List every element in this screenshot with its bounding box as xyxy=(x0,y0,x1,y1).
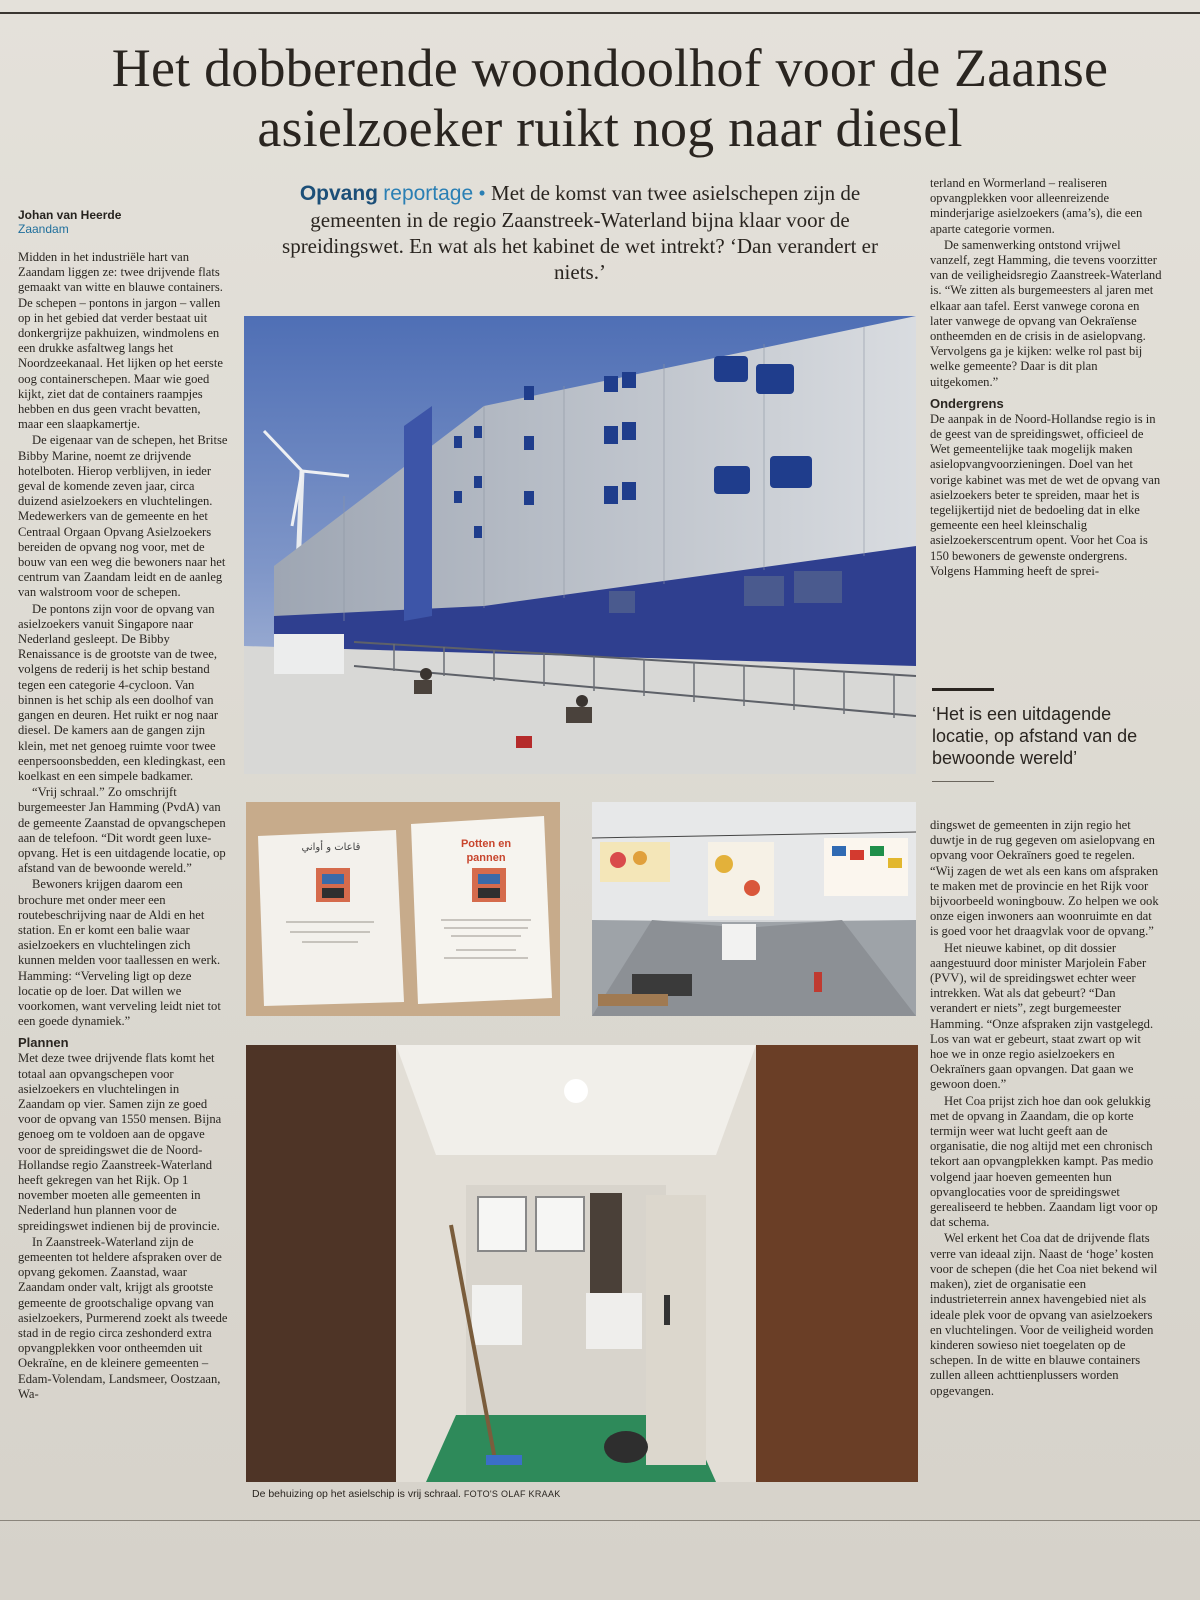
photo-asylum-ship xyxy=(244,316,916,774)
paragraph: De pontons zijn voor de opvang van asielzoekers vanuit Singapore naar Nederland gesleept. De Bibby Renaissance is de grootste van de twee, volgens de rederij is het schip bestand tegen een categorie 4-cycloon. Van binnen is het schip als een doolhof van gangen en deuren. Het ruikt er nog naar diesel. De kamers aan de gangen zijn klein, met net genoeg ruimte voor twee eenpersoonsbedden, een kledingkast, een koelkast en een simpele badkamer. xyxy=(18,601,226,783)
photo-caption xyxy=(252,1488,852,1501)
subheading-ondergrens: Ondergrens xyxy=(930,395,1004,411)
article-column-3-top xyxy=(930,176,1162,686)
paragraph: De samenwerking ontstond vrijwel vanzelf, zegt Hamming, die tevens voorzitter van de veiligheidsregio Zaanstreek-Waterland is. “We zitten als burgemeesters al jaren met elkaar aan tafel. Eerst vanwege corona en later vanwege de opvang van Oekraïense ontheemden en de crisis in de asielopvang. Vervolgens ga je kijken: welke rol past bij welke gemeente? Daar is dit plan uitgekomen.” xyxy=(930,237,1162,389)
section-kicker: Opvang xyxy=(299,182,379,205)
author-name: Johan van Heerde xyxy=(18,208,122,222)
photo-credit: FOTO'S OLAF KRAAK xyxy=(463,1489,561,1499)
brochure-title-line-2: pannen xyxy=(466,852,506,864)
article-column-1 xyxy=(18,250,228,1515)
paragraph: Het Coa prijst zich hoe dan ook gelukkig met de opvang in Zaandam, die op korte termijn weer wat lucht geeft aan de organisatie, die nog altijd met een chronisch tekort aan opvangplekken kampt. Pas medio volgend jaar hoeven gemeenten hun opvanglocaties voor de spreidingswet gerealiseerd te hebben. Zaandam ligt voor op dat schema. xyxy=(930,1093,1158,1230)
bullet-separator: • xyxy=(478,181,486,205)
photo-cabin-room xyxy=(246,1045,918,1482)
top-rule xyxy=(0,12,1200,14)
intro-lede xyxy=(280,180,880,285)
brochure-arabic-title: قاعات و أواني xyxy=(301,842,361,853)
brochure-title-line-1: Potten en xyxy=(460,838,512,850)
paragraph: Bewoners krijgen daarom een brochure met onder meer een routebeschrijving naar de Aldi en het station. En er komt een balie waar asielzoekers en vluchtelingen zich kunnen melden voor taallessen en werk. Hamming: “Verveling ligt op deze locatie op de loer. Dat willen we voorkomen, want verveling leidt niet tot een goede dynamiek.” xyxy=(18,877,221,1029)
paragraph: Wel erkent het Coa dat de drijvende flats verre van ideaal zijn. Naast de ‘hoge’ kosten voor de schepen (die het Coa niet bekend wil maken), ziet de organisatie een industrieterrein annex havengebied niet als ideale plek voor de opvang van asielzoekers en vluchtelingen. Voor de veiligheid worden kinderen sowieso niet toegelaten op de schepen. In de witte en blauwe containers zullen alleen achttienplussers worden opgevangen. xyxy=(930,1231,1158,1398)
paragraph: De aanpak in de Noord-Hollandse regio is in de geest van de spreidingswet, officieel de Wet gemeentelijke taak mogelijk maken asielopvangvoorzieningen. Doel van het vorige kabinet was met de wet de opvang van asielzoekers beter te spreiden, maar het is tegelijkertijd niet de bedoeling dat in elke gemeente een heel kleinschalig asielzoekerscentrum opent. Voor het Coa is 150 bewoners de gewenste ondergrens. Volgens Hamming heeft de sprei- xyxy=(930,411,1161,578)
byline xyxy=(18,208,238,236)
headline: Het dobberende woondoolhof voor de Zaanse asielzoeker ruikt nog naar diesel xyxy=(111,38,1109,158)
paragraph: Midden in het industriële hart van Zaandam liggen ze: twee drijvende flats gemaakt van witte en blauwe containers. De schepen – pontons in jargon – vallen op in het gebied dat verder bestaat uit donkergrijze pakhuizen, windmolens en een drukke asfaltweg langs het Noordzeekanaal. Het lijken op het eerste oog containerschepen. Maar wie goed kijkt, ziet dat de containers raampjes hebben en dus geen vracht bevatten, maar een slaapkamertje. xyxy=(18,250,223,432)
paragraph: Het nieuwe kabinet, op dit dossier aangestuurd door minister Marjolein Faber (PVV), wil de spreidingswet echter weer intrekken. Wat als dat gebeurt? “Dan verandert er niets”, zegt burgemeester Hamming. “Onze afspraken zijn vastgelegd. Los van wat er gebeurt, staat zwart op wit hoe we in onze regio asielzoekers en Oekraïners gaan opvangen. Dat gaan we gewoon doen.” xyxy=(930,940,1154,1092)
photo-brochures xyxy=(246,802,560,1016)
photo-hallway xyxy=(592,802,916,1016)
intro-text: Met de komst van twee asielschepen zijn de gemeenten in de regio Zaanstreek-Waterland bijna klaar voor de spreidingswet. En wat als het kabinet de wet intrekt? ‘Dan verandert er niets.’ xyxy=(282,181,878,284)
subheading-plannen: Plannen xyxy=(18,1035,69,1051)
quote-rule xyxy=(932,688,994,691)
hallway-illustration xyxy=(592,802,916,1016)
pull-quote-text: ‘Het is een uitdagende locatie, op afstand van de bewoonde wereld’ xyxy=(932,704,1138,768)
paragraph: terland en Wormerland – realiseren opvangplekken voor alleenreizende minderjarige asielzoekers (ama’s), die een aparte categorie vormen. xyxy=(930,176,1143,236)
paragraph: dingswet de gemeenten in zijn regio het duwtje in de rug gegeven om asielopvang en opvang voor Oekraïners goed te regelen. “Wij zagen de wet als een kans om afspraken te maken met de provincie en het Rijk voor bijvoorbeeld woningbouw. Zo helpen we ook onze eigen inwoners aan woonruimte en dat is goed voor het draagvlak voor de opvang.” xyxy=(930,818,1159,939)
dateline-place: Zaandam xyxy=(18,222,69,236)
paragraph: In Zaanstreek-Waterland zijn de gemeenten tot heldere afspraken over de opvang gekomen. Zaanstad, waar Zaandam onder valt, krijgt als grootste gemeente de grootschalige opvang van asielzoekers, Purmerend zoekt als tweede stad in de regio circa zeshonderd extra opvangplekken voor ontheemden uit Oekraïne, en de kleinere gemeenten – Edam-Volendam, Landsmeer, Oostzaan, Wa- xyxy=(18,1234,228,1401)
paragraph: De eigenaar van de schepen, het Britse Bibby Marine, noemt ze drijvende hotelboten. Hierop verblijven, in ieder geval de komende zeven jaar, circa duizend asielzoekers en vluchtelingen. Medewerkers van de gemeente en het Centraal Orgaan Opvang Asielzoekers bereiden de opvang nog voor, met de bouw van een weg die bewoners naar het centrum van Zaandam leidt en de aanleg van walstroom voor de schepen. xyxy=(18,433,228,600)
brochures-illustration xyxy=(246,802,560,1016)
caption-text: De behuizing op het asielschip is vrij schraal. xyxy=(252,1488,461,1500)
paragraph: “Vrij schraal.” Zo omschrijft burgemeester Jan Hamming (PvdA) van de gemeente Zaanstad de opvangschepen aan de telefoon. “Dit wordt geen luxe-opvang. Het is een uitdagende locatie, op afstand van de bewoonde wereld.” xyxy=(18,785,226,876)
pull-quote xyxy=(932,688,1162,782)
article-type: reportage xyxy=(383,182,474,205)
bottom-rule xyxy=(0,1520,1200,1521)
ship-illustration xyxy=(244,316,916,774)
paragraph: Met deze twee drijvende flats komt het totaal aan opvangschepen voor asielzoekers en vluchtelingen in Zaandam op vier. Samen zijn ze goed voor de opvang van 1550 mensen. Bijna genoeg om te voldoen aan de opgave voor de spreidingswet die de Noord-Hollandse regio Zaanstreek-Waterland heeft gekregen van het Rijk. Op 1 november moeten alle gemeenten in Nederland hun plannen voor de spreidingswet indienen bij de provincie. xyxy=(18,1051,222,1233)
article-column-3-bottom xyxy=(930,818,1162,1538)
quote-rule-bottom xyxy=(932,781,994,782)
cabin-illustration xyxy=(246,1045,918,1482)
